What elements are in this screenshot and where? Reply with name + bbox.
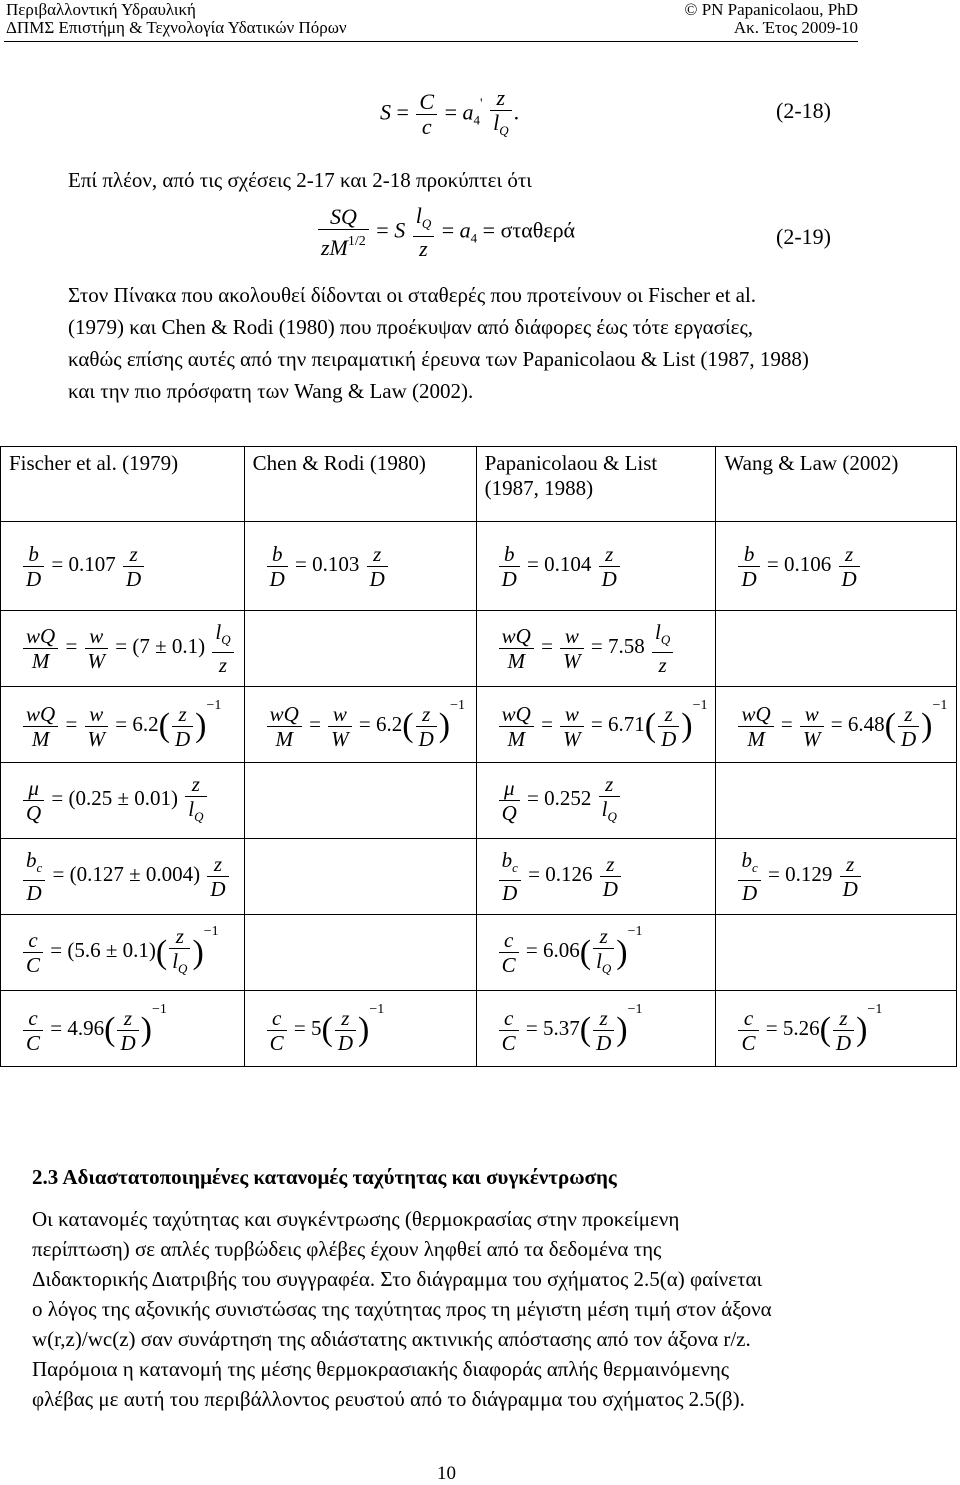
paragraph-line-3: καθώς επίσης αυτές από την πειραματική έρευνα των Papanicolaou & List (1987, 1988) — [68, 347, 809, 371]
cell-c-d-wang: $\frac{c}{C}$ = 5.26( $\frac{z}{D}$ )$^{-1}$ — [716, 991, 957, 1067]
cell-mu-fischer: $\frac{\mu}{Q}$ = (0.25 ± 0.01) $\frac{z}{l_Q}$ — [1, 763, 245, 839]
cell-bc-papanicolaou: $\frac{b_c}{D}$ = 0.126 $\frac{z}{D}$ — [476, 839, 716, 915]
cell-bc-chen — [244, 839, 476, 915]
equation-2-19: $\frac{SQ}{zM^{1/2}}$ = S $\frac{l_Q}{z}$ = $a_4 = \sigma\tau\alpha\theta\varepsilon\rho ά$ — [316, 204, 575, 261]
cell-c-lq-wang — [716, 915, 957, 991]
header-rule — [4, 41, 858, 42]
table-header-wang-law: Wang & Law (2002) — [716, 447, 957, 522]
paragraph-line-2: (1979) και Chen & Rodi (1980) που προέκυψαν από διάφορες έως τότε εργασίες, — [68, 315, 754, 339]
table-row-b — [1, 522, 957, 611]
page-header — [0, 0, 960, 44]
cell-b-chen: $\frac{b}{D}$ = 0.103 $\frac{z}{D}$ — [244, 522, 476, 611]
table-row-bc — [1, 839, 957, 915]
cell-wq-d-chen: $\frac{wQ}{M}$ = $\frac{w}{W}$ = 6.2( $\frac{z}{D}$ )$^{-1}$ — [244, 687, 476, 763]
section-line-2: περίπτωση) σε απλές τυρβώδεις φλέβες έχουν ληφθεί από τα δεδομένα της — [32, 1237, 662, 1261]
header-program: ΔΠΜΣ Επιστήμη & Τεχνολογία Υδατικών Πόρων — [6, 18, 347, 37]
cell-c-d-fischer: $\frac{c}{C}$ = 4.96( $\frac{z}{D}$ )$^{-1}$ — [1, 991, 245, 1067]
cell-wq-d-fischer: $\frac{wQ}{M}$ = $\frac{w}{W}$ = 6.2( $\frac{z}{D}$ )$^{-1}$ — [1, 687, 245, 763]
section-line-7: φλέβας με αυτή του περιβάλλοντος ρευστού από το διάγραμμα του σχήματος 2.5(β). — [32, 1387, 745, 1411]
section-body — [32, 1204, 912, 1414]
section-line-6: Παρόμοια η κατανομή της μέσης θερμοκρασιακής διαφοράς απλής θερμαινόμενης — [32, 1357, 730, 1381]
cell-bc-fischer: $\frac{b_c}{D}$ = (0.127 ± 0.004) $\frac{z}{D}$ — [1, 839, 245, 915]
cell-wq-lq-chen — [244, 611, 476, 687]
cell-c-d-chen: $\frac{c}{C}$ = 5( $\frac{z}{D}$ )$^{-1}$ — [244, 991, 476, 1067]
cell-wq-d-papanicolaou: $\frac{wQ}{M}$ = $\frac{w}{W}$ = 6.71( $\frac{z}{D}$ )$^{-1}$ — [476, 687, 716, 763]
section-line-3: Διδακτορικής Διατριβής του συγγραφέα. Στο διάγραμμα του σχήματος 2.5(α) φαίνεται — [32, 1267, 763, 1291]
cell-bc-wang: $\frac{b_c}{D}$ = 0.129 $\frac{z}{D}$ — [716, 839, 957, 915]
cell-wq-lq-papanicolaou: $\frac{wQ}{M}$ = $\frac{w}{W}$ = 7.58 $\frac{l_Q}{z}$ — [476, 611, 716, 687]
cell-b-wang: $\frac{b}{D}$ = 0.106 $\frac{z}{D}$ — [716, 522, 957, 611]
paragraph-line-4: και την πιο πρόσφατη των Wang & Law (2002). — [68, 379, 474, 403]
equation-number-2-18: (2-18) — [776, 98, 831, 123]
cell-b-papanicolaou: $\frac{b}{D}$ = 0.104 $\frac{z}{D}$ — [476, 522, 716, 611]
table-row-c-d — [1, 991, 957, 1067]
cell-c-d-papanicolaou: $\frac{c}{C}$ = 5.37( $\frac{z}{D}$ )$^{-1}$ — [476, 991, 716, 1067]
header-author: © PN Papanicolaou, PhD — [684, 0, 858, 19]
paragraph-line-1: Στον Πίνακα που ακολουθεί δίδονται οι σταθερές που προτείνουν οι Fischer et al. — [68, 283, 757, 307]
table-row-wq-lq — [1, 611, 957, 687]
cell-wq-lq-fischer: $\frac{wQ}{M}$ = $\frac{w}{W}$ = (7 ± 0.1) $\frac{l_Q}{z}$ — [1, 611, 245, 687]
equation-2-18: S = $\frac{C}{c}$ = $a_4'$ $\frac{z}{l_Q}$ . — [380, 86, 519, 143]
cell-c-lq-chen — [244, 915, 476, 991]
section-line-4: ο λόγος της αξονικής συνιστώσας της ταχύτητας προς τη μέγιστη μέση τιμή στον άξονα — [32, 1297, 772, 1321]
header-course-title: Περιβαλλοντική Υδραυλική — [6, 0, 196, 19]
equation-number-2-19: (2-19) — [776, 224, 831, 249]
section-line-1: Οι κατανομές ταχύτητας και συγκέντρωσης (θερμοκρασίας στην προκείμενη — [32, 1207, 680, 1231]
cell-wq-d-wang: $\frac{wQ}{M}$ = $\frac{w}{W}$ = 6.48( $\frac{z}{D}$ )$^{-1}$ — [716, 687, 957, 763]
header-academic-year: Ακ. Έτος 2009-10 — [733, 18, 858, 37]
section-line-5: w(r,z)/wc(z) σαν συνάρτηση της αδιάστατης ακτινικής απόστασης από τον άξονα r/z. — [32, 1327, 751, 1351]
page-number: 10 — [437, 1463, 456, 1484]
constants-table — [0, 446, 957, 1067]
section-title: 2.3 Αδιαστατοποιημένες κατανομές ταχύτητας και συγκέντρωσης — [32, 1165, 617, 1189]
cell-mu-wang — [716, 763, 957, 839]
table-header-fischer: Fischer et al. (1979) — [1, 447, 245, 522]
cell-c-lq-fischer: $\frac{c}{C}$ = (5.6 ± 0.1)( $\frac{z}{l_Q}$ )$^{-1}$ — [1, 915, 245, 991]
table-header-papanicolaou-list: Papanicolaou & List (1987, 1988) — [476, 447, 716, 522]
table-row-mu — [1, 763, 957, 839]
table-row-c-lq — [1, 915, 957, 991]
table-header-chen-rodi: Chen & Rodi (1980) — [244, 447, 476, 522]
intro-line: Επί πλέον, από τις σχέσεις 2-17 και 2-18 προκύπτει ότι — [68, 168, 532, 192]
cell-c-lq-papanicolaou: $\frac{c}{C}$ = 6.06( $\frac{z}{l_Q}$ )$^{-1}$ — [476, 915, 716, 991]
table-row-wq-d — [1, 687, 957, 763]
cell-mu-chen — [244, 763, 476, 839]
cell-mu-papanicolaou: $\frac{\mu}{Q}$ = 0.252 $\frac{z}{l_Q}$ — [476, 763, 716, 839]
cell-wq-lq-wang — [716, 611, 957, 687]
cell-b-fischer: $\frac{b}{D}$ = 0.107 $\frac{z}{D}$ — [1, 522, 245, 611]
